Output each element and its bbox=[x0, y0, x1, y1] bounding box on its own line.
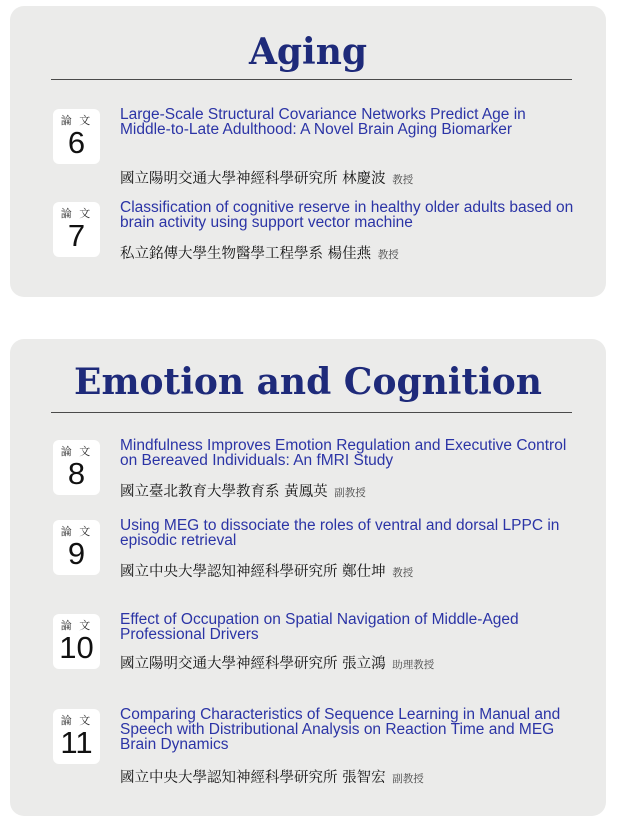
paper-title: Comparing Characteristics of Sequence Learning in Manual and Speech with Distributional Analysis on Reaction Time and MEG Brain Dynamics bbox=[120, 706, 561, 753]
paper-number: 6 bbox=[67, 125, 86, 160]
section-divider bbox=[51, 412, 572, 413]
badge-label: 論 文 bbox=[60, 207, 93, 220]
author-line bbox=[120, 652, 596, 673]
paper-number: 11 bbox=[60, 725, 93, 760]
badge-label: 論 文 bbox=[60, 445, 93, 458]
author-role: 教授 bbox=[392, 567, 414, 579]
author-role: 副教授 bbox=[392, 773, 424, 785]
author-affiliation: 私立銘傳大學生物醫學工程學系 楊佳燕 bbox=[120, 246, 372, 262]
paper-number-badge bbox=[53, 709, 100, 764]
author-role: 副教授 bbox=[334, 487, 366, 499]
paper-title: Large-Scale Structural Covariance Networks Predict Age in Middle-to-Late Adulthood: A Novel Brain Aging Biomarker bbox=[120, 106, 526, 138]
paper-title: Mindfulness Improves Emotion Regulation and Executive Control on Bereaved Individuals: An fMRI Study bbox=[120, 437, 567, 469]
author-affiliation: 國立陽明交通大學神經科學研究所 林慶波 bbox=[120, 171, 386, 187]
author-line bbox=[120, 480, 596, 501]
author-role: 教授 bbox=[392, 174, 414, 186]
author-line bbox=[120, 766, 596, 787]
author-role: 教授 bbox=[377, 249, 399, 261]
paper-number: 10 bbox=[59, 630, 94, 665]
paper-number: 8 bbox=[67, 456, 86, 491]
author-affiliation: 國立臺北教育大學教育系 黃鳳英 bbox=[120, 484, 328, 500]
author-line bbox=[120, 167, 596, 188]
author-line bbox=[120, 242, 596, 263]
author-line bbox=[120, 560, 596, 581]
badge-label: 論 文 bbox=[60, 114, 93, 127]
paper-number-badge bbox=[53, 614, 100, 669]
paper-number-badge bbox=[53, 520, 100, 575]
paper-number: 7 bbox=[67, 218, 86, 253]
paper-title: Effect of Occupation on Spatial Navigation of Middle-Aged Professional Drivers bbox=[120, 611, 519, 643]
paper-number-badge bbox=[53, 440, 100, 495]
author-role: 助理教授 bbox=[392, 659, 435, 671]
author-affiliation: 國立陽明交通大學神經科學研究所 張立鴻 bbox=[120, 656, 386, 672]
section-aging bbox=[10, 6, 606, 297]
section-divider bbox=[51, 79, 572, 80]
badge-label: 論 文 bbox=[60, 619, 93, 632]
section-title-aging: Aging bbox=[248, 31, 368, 73]
paper-title: Classification of cognitive reserve in healthy older adults based on brain activity using support vector machine bbox=[120, 199, 574, 231]
author-affiliation: 國立中央大學認知神經科學研究所 張智宏 bbox=[120, 770, 386, 786]
paper-number-badge bbox=[53, 109, 100, 164]
paper-number-badge bbox=[53, 202, 100, 257]
section-emotion-and-cognition bbox=[10, 339, 606, 816]
author-affiliation: 國立中央大學認知神經科學研究所 鄭仕坤 bbox=[120, 564, 386, 580]
badge-label: 論 文 bbox=[60, 525, 93, 538]
paper-number: 9 bbox=[67, 536, 86, 571]
paper-title: Using MEG to dissociate the roles of ventral and dorsal LPPC in episodic retrieval bbox=[120, 517, 560, 549]
section-title-emotion-and-cognition: Emotion and Cognition bbox=[74, 361, 542, 403]
badge-label: 論 文 bbox=[60, 714, 93, 727]
